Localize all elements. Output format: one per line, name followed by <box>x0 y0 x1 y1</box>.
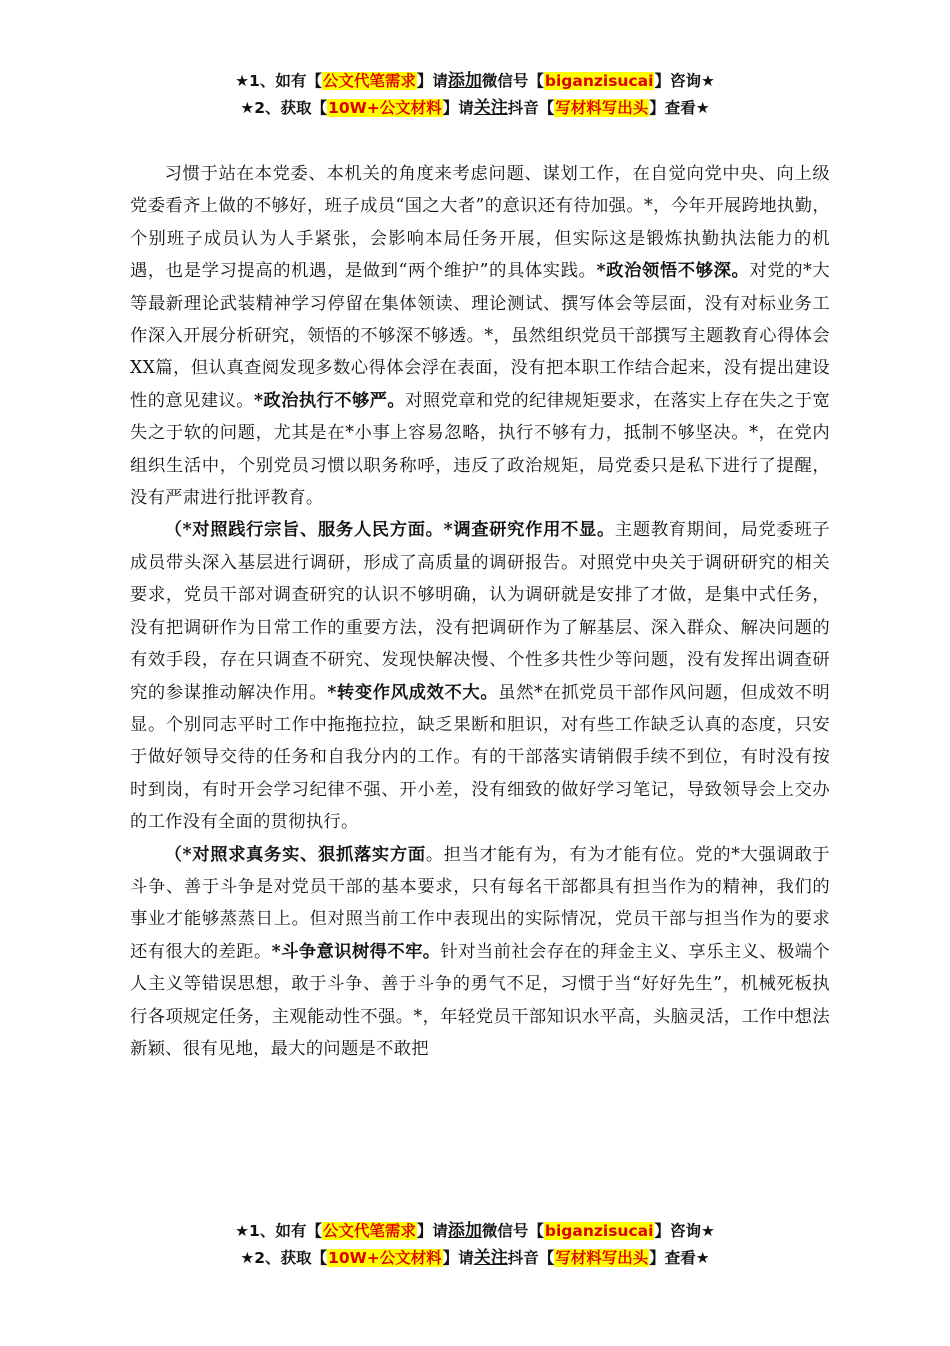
banner-highlight: 公文代笔需求 <box>322 1222 416 1240</box>
banner-line-1 <box>0 68 950 95</box>
paragraph-3 <box>130 839 830 1066</box>
body-text: 对党的*大等最新理论武装精神学习停留在集体领读、理论测试、撰写体会等层面，没有对标业务工作深入开展分析研究，领悟的不够深不够透。*，虽然组织党员干部撰写主题教育心得体会XX篇，但认真查阅发现多数心得体会浮在表面，没有把本职工作结合起来，没有提出建设性的意见建议。 <box>130 261 830 411</box>
banner-text: 】查看★ <box>649 99 710 117</box>
bold-heading: *转变作风成效不大。 <box>327 682 499 703</box>
banner-underline: 关注 <box>473 98 508 118</box>
banner-text: 】请 <box>416 1222 448 1240</box>
footer-banner <box>0 1218 950 1272</box>
banner-underline: 关注 <box>473 1248 508 1268</box>
body-text: 虽然*在抓党员干部作风问题，但成效不明显。个别同志平时工作中拖拖拉拉，缺乏果断和胆识，对有些工作缺乏认真的态度，只安于做好领导交待的任务和自我分内的工作。有的干部落实请销假手续不到位，有时没有按时到岗，有时开会学习纪律不强、开小差，没有细致的做好学习笔记，导致领导会上交办的工作没有全面的贯彻执行。 <box>130 682 830 833</box>
banner-highlight: 10W+公文材料 <box>328 99 442 117</box>
banner-text: 】查看★ <box>649 1249 710 1267</box>
body-text: 习惯于站在本党委、本机关的角度来考虑问题、谋划工作，在自觉向党中央、向上级党委看齐上做的不够好，班子成员“国之大者”的意识还有待加强。*，今年开展跨地执勤，个别班子成员认为人手紧张，会影响本局任务开展，但实际这是锻炼执勤执法能力的机遇，也是学习提高的机遇，是做到“两个维护”的具体实践。 <box>130 164 830 282</box>
header-banner <box>0 68 950 122</box>
banner-highlight: biganzisucai <box>544 1222 654 1240</box>
banner-text: 微信号【 <box>481 1222 544 1240</box>
banner-highlight: 10W+公文材料 <box>328 1249 442 1267</box>
banner-text: 】请 <box>416 72 448 90</box>
banner-highlight: biganzisucai <box>544 72 654 90</box>
banner-text: 微信号【 <box>481 72 544 90</box>
banner-text: 抖音【 <box>507 1249 555 1267</box>
banner-text: 】请 <box>442 1249 474 1267</box>
banner-text: ★1、如有【 <box>235 1222 322 1240</box>
paragraph-1 <box>130 158 830 514</box>
banner-highlight: 写材料写出头 <box>555 1249 649 1267</box>
banner-text: 】请 <box>442 99 474 117</box>
banner-text: 】咨询★ <box>654 1222 715 1240</box>
banner-text: 抖音【 <box>507 99 555 117</box>
banner-text: ★2、获取【 <box>240 99 328 117</box>
banner-text: ★1、如有【 <box>235 72 322 90</box>
bold-heading: （*对照求真务实、狠抓落实方面 <box>164 844 426 865</box>
paragraph-2 <box>130 514 830 838</box>
banner-highlight: 写材料写出头 <box>555 99 649 117</box>
body-text: 。担当才能有为，有为才能有位。党的*大强调敢于斗争、善于斗争是对党员干部的基本要求，只有每名干部都具有担当作为的精神，我们的事业才能够蒸蒸日上。但对照当前工作中表现出的实际情况，党员干部与担当作为的要求还有很大的差距。 <box>130 844 830 962</box>
bold-heading: *政治执行不够严。 <box>253 390 406 411</box>
bold-heading: *政治领悟不够深。 <box>596 261 750 282</box>
banner-underline: 添加 <box>447 71 482 91</box>
banner-text: 】咨询★ <box>654 72 715 90</box>
body-text: 针对当前社会存在的拜金主义、享乐主义、极端个人主义等错误思想，敢于斗争、善于斗争的勇气不足，习惯于当“好好先生”，机械死板执行各项规定任务，主观能动性不强。*，年轻党员干部知识水平高，头脑灵活，工作中想法新颖、很有见地，最大的问题是不敢把 <box>130 941 830 1059</box>
banner-text: ★2、获取【 <box>240 1249 328 1267</box>
bold-heading: *斗争意识树得不牢。 <box>271 941 441 962</box>
banner-line-2 <box>0 95 950 122</box>
body-text: 主题教育期间，局党委班子成员带头深入基层进行调研，形成了高质量的调研报告。对照党中央关于调研研究的相关要求，党员干部对调查研究的认识不够明确，认为调研就是安排了才做，是集中式任务，没有把调研作为日常工作的重要方法，没有把调研作为了解基层、深入群众、解决问题的有效手段，存在只调查不研究、发现快解决慢、个性多共性少等问题，没有发挥出调查研究的参谋推动解决作用。 <box>130 520 830 703</box>
banner-line-1 <box>0 1218 950 1245</box>
banner-underline: 添加 <box>447 1221 482 1241</box>
bold-heading: （*对照践行宗旨、服务人民方面。*调查研究作用不显。 <box>164 520 615 541</box>
document-body <box>130 158 830 1065</box>
body-text: 对照党章和党的纪律规矩要求，在落实上存在失之于宽失之于软的问题，尤其是在*小事上容易忽略，执行不够有力，抵制不够坚决。*，在党内组织生活中，个别党员习惯以职务称呼，违反了政治规矩，局党委只是私下进行了提醒，没有严肃进行批评教育。 <box>130 390 830 509</box>
banner-line-2 <box>0 1245 950 1272</box>
banner-highlight: 公文代笔需求 <box>322 72 416 90</box>
